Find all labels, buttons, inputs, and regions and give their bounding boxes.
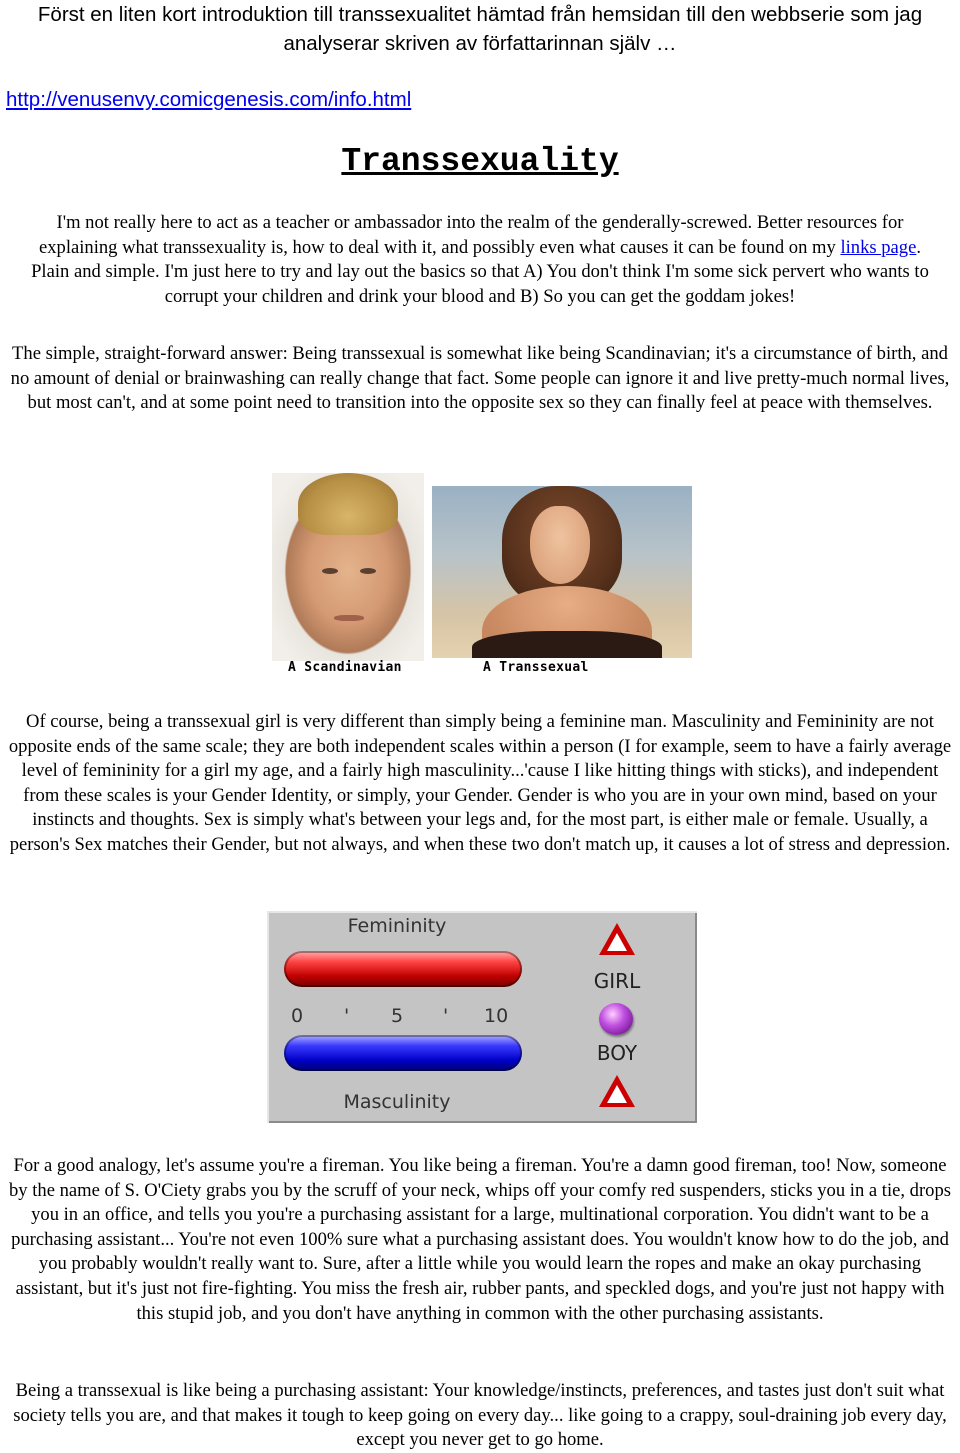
girl-label: GIRL [593,969,641,993]
scale-tick: 10 [484,1005,509,1027]
photo-face [530,506,590,584]
scandinavian-photo [272,473,424,661]
warning-triangle-icon [599,1075,635,1107]
paragraph-answer: The simple, straight-forward answer: Being transsexual is somewhat like being Scandinavian; it's a circumstance of birth, and no amount of denial or brainwashing can really change that fact. Some people can ignore it and live pretty-much normal lives, but most can't, and at some point need to transition into the opposite sex so they can finally feel at peace with themselves. [10,343,950,414]
source-url-link[interactable]: http://venusenvy.comicgenesis.com/info.html [6,88,412,111]
boy-label: BOY [596,1041,638,1065]
femininity-bar [284,951,522,987]
paragraph-intro-text-2: . Plain and simple. I'm just here to try and lay out the basics so that A) You don't think I'm some sick pervert who wants to corrupt your children and drink your blood and B) So you can get the goddam jokes! [31,236,929,307]
paragraph-gender: Of course, being a transsexual girl is very different than simply being a feminine man. Masculinity and Femininity are not opposite ends of the same scale; they are both independent scales within a person (I for example, seem to have a fairly average level of femininity for a girl my age, and a fairly high masculinity...'cause I like hitting things with sticks), and independent from these scales is your Gender Identity, or simply, your Gender. Gender is who you are in your own mind, based on your instincts and thoughts. Sex is simply what's between your legs and, for the most part, is either male or female. Usually, a person's Sex matches their Gender, but not always, and when these two don't match up, it causes a lot of stress and depression. [8,711,952,855]
page-title: Transsexuality [341,143,619,180]
scale-tick: ' [443,1005,449,1027]
intro-text: Först en liten kort introduktion till transsexualitet hämtad från hemsidan till den webbserie som jag analyserar skriven av författarinnan själv … [37,3,923,55]
caption-scandinavian: A Scandinavian [288,660,402,675]
links-page-link[interactable]: links page [840,236,917,258]
photo-hair [298,473,398,535]
photo-mouth [334,615,364,621]
paragraph-intro-text-1: I'm not really here to act as a teacher or ambassador into the realm of the genderally-screwed. Better resources for explaining what transsexuality is, how to deal with it, and possibly even what causes it can be found on my [38,212,904,258]
transsexual-photo [432,486,692,658]
masculinity-label: Masculinity [343,1091,451,1113]
photo-eye [322,568,338,574]
paragraph-fireman-analogy: For a good analogy, let's assume you're a fireman. You like being a fireman. You're a damn good fireman, too! Now, someone by the name of S. O'Ciety grabs you by the scruff of your neck, whips off your comfy red suspenders, sticks you in a tie, drops you in an office, and tells you you're a purchasing assistant for a large, multinational corporation. You didn't want to be a purchasing assistant... You're not even 100% sure what a purchasing assistant does. You wouldn't know how to do the job, and you probably wouldn't really want to. Sure, after a little while you would learn the ropes and make an okay purchasing assistant, but it's just not fire-fighting. You miss the fresh air, rubber pants, and speckled dogs, and you're just not happy with this stupid job, and you don't have anything in common with the other purchasing assistants. [9,1155,951,1324]
caption-transsexual: A Transsexual [483,660,589,675]
masculinity-bar [284,1035,522,1071]
scale-tick: 5 [391,1005,404,1027]
scale-tick: 0 [291,1005,304,1027]
femininity-label: Femininity [347,915,447,937]
gender-scale-panel [267,911,697,1123]
paragraph-intro [20,211,940,309]
gender-knob [599,1003,633,1035]
paragraph-conclusion: Being a transsexual is like being a purchasing assistant: Your knowledge/instincts, preferences, and tastes just don't suit what society tells you are, and that makes it tough to keep going on every day... like going to a crappy, soul-draining job every day, except you never get to go home. [13,1380,947,1451]
photo-eye [360,568,376,574]
scale-tick: ' [344,1005,350,1027]
warning-triangle-icon [599,923,635,955]
photo-dress [472,631,662,658]
